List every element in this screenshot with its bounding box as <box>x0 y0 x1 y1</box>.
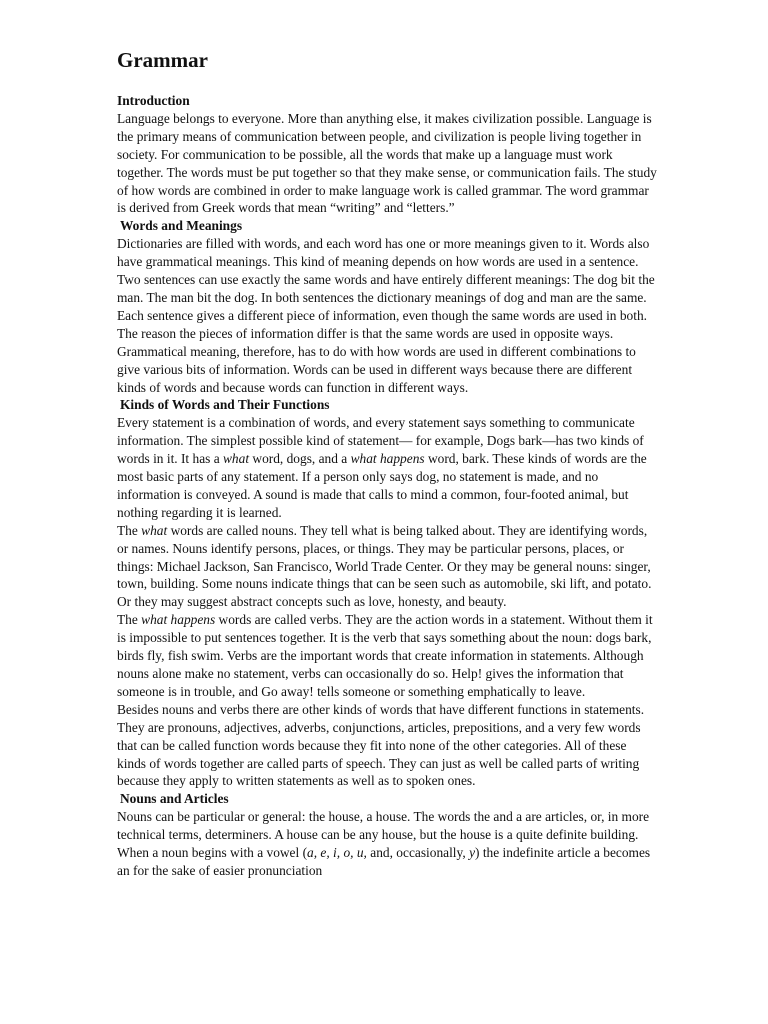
text-run: Language belongs to everyone. More than anything else, it makes civilization possible. Language is the primary means of communication between people, and civilization is people living together in society. For communication to be possible, all the words that make up a language must work together. The words must be put together so that they make sense, or communication fails. The study of how words are combined in order to make language work is called grammar. The word grammar is derived from Greek words that mean “writing” and “letters.” <box>117 110 657 216</box>
paragraph <box>117 522 657 612</box>
paragraph <box>117 110 657 217</box>
text-run: ) the indefinite article a becomes an for the sake of easier pronunciation <box>117 845 651 878</box>
text-run: words are called nouns. They tell what is being talked about. They are identifying words, or names. Nouns identify persons, places, or things. They may be particular persons, places, or things: Michael Jackson, San Francisco, World Trade Center. Or they may be general nouns: singer, town, building. Some nouns indicate things that can be seen such as automobile, ski lift, and potato. Or they may suggest abstract concepts such as love, honesty, and beauty. <box>117 522 652 610</box>
section-heading: Words and Meanings <box>120 218 243 234</box>
text-run: Besides nouns and verbs there are other kinds of words that have different functions in statements. They are pronouns, adjectives, adverbs, conjunctions, articles, prepositions, and a very few words that can be called function words because they fit into none of the other categories. All of these kinds of words together are called parts of speech. They can just as well be called parts of writing because they apply to written statements as well as to spoken ones. <box>117 701 645 789</box>
text-run: words are called verbs. They are the action words in a statement. Without them it is impossible to put sentences together. It is the verb that says something about the noun: dogs bark, birds fly, fish swim. Verbs are the important words that create information in statements. Although nouns alone make no statement, verbs can occasionally do so. Help! gives the information that someone is in trouble, and Go away! tells someone or something emphatically to leave. <box>117 612 653 699</box>
section-heading: Introduction <box>117 93 190 108</box>
text-run: word, bark. These kinds of words are the most basic parts of any statement. If a person only says dog, no statement is made, and no information is conveyed. A sound is made that calls to mind a common, four-footed animal, but nothing regarding it is learned. <box>117 451 647 520</box>
text-run: The <box>117 522 142 538</box>
italic-term: what <box>141 522 168 538</box>
text-run: and, occasionally, <box>366 845 470 861</box>
text-run: Every statement is a combination of words, and every statement says something to communicate information. The simplest possible kind of statement— for example, Dogs bark—has two kinds of words in it. It has a <box>117 415 644 467</box>
text-run: word, dogs, and a <box>249 451 351 467</box>
paragraph <box>117 414 657 521</box>
page-title: Grammar <box>117 48 208 72</box>
text-run: Dictionaries are filled with words, and each word has one or more meanings given to it. Words also have grammatical meanings. This kind of meaning depends on how words are used in a sentence. Two sentences can use exactly the same words and have entirely different meanings: The dog bit the man. The man bit the dog. In both sentences the dictionary meanings of dog and man are the same. Each sentence gives a different piece of information, even though the same words are used in both. The reason the pieces of information differ is that the same words are used in opposite ways. Grammatical meaning, therefore, has to do with how words are used in different combinations to give various bits of information. Words can be used in different ways because there are different kinds of words and because words can function in different ways. <box>117 236 655 395</box>
section-heading: Kinds of Words and Their Functions <box>120 397 330 413</box>
text-run: The <box>117 612 142 628</box>
document-body <box>117 92 657 880</box>
paragraph <box>117 808 657 880</box>
text-run: Nouns can be particular or general: the house, a house. The words the and a are articles, or, in more technical terms, determiners. A house can be any house, but the house is a quite definite building. When a noun begins with a vowel ( <box>117 809 650 861</box>
paragraph <box>117 611 657 701</box>
italic-term: what happens <box>141 612 216 628</box>
italic-term: a, e, i, o, u, <box>307 845 367 861</box>
italic-term: what happens <box>350 451 425 467</box>
document-page <box>117 46 657 880</box>
section-heading: Nouns and Articles <box>120 791 229 807</box>
paragraph <box>117 701 657 791</box>
italic-term: y <box>469 845 476 861</box>
italic-term: what <box>223 451 250 467</box>
paragraph <box>117 235 657 396</box>
